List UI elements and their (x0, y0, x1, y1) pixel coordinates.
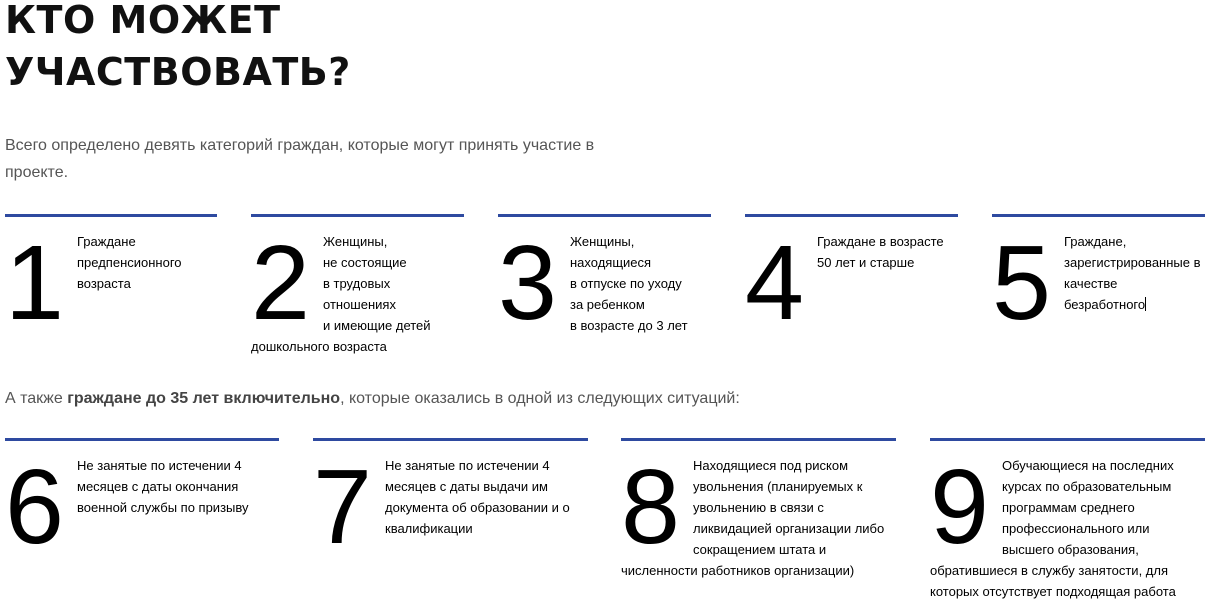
category-number: 2 (251, 224, 310, 342)
category-text-line: дошкольного возраста (251, 339, 387, 354)
category-text-line: курсах по образовательным (1002, 479, 1172, 494)
category-number: 5 (992, 224, 1051, 342)
also-bold: граждане до 35 лет включительно (67, 390, 341, 407)
category-text-line: ликвидацией организации либо (693, 521, 885, 536)
category-number: 9 (930, 448, 989, 566)
category-text-line: Женщины, (323, 234, 388, 249)
category-card-4 (745, 214, 958, 342)
category-card-1 (5, 214, 217, 342)
category-text-line: обратившиеся в службу занятости, для (930, 563, 1169, 578)
category-number: 7 (313, 448, 372, 566)
category-text-line: численности работников организации) (621, 563, 855, 578)
category-text-line: Находящиеся под риском (693, 458, 849, 473)
category-card-3 (498, 214, 711, 342)
category-text-line: увольнению в связи с (693, 500, 824, 515)
category-number: 3 (498, 224, 557, 342)
text-cursor (1145, 297, 1146, 311)
category-text-line: отношениях (323, 297, 396, 312)
category-card-7 (313, 438, 588, 566)
category-text-line: и имеющие детей (323, 318, 431, 333)
also-prefix: А также (5, 390, 68, 407)
category-card-2 (251, 214, 464, 357)
category-text-content: Граждане, зарегистрированные в качестве безработного (1064, 234, 1201, 312)
category-text: Женщины, находящиеся в отпуске по уходу за ребенком в возрасте до 3 лет (570, 234, 688, 333)
category-text (1064, 217, 1205, 315)
category-card-9 (930, 438, 1205, 602)
category-text-line: в трудовых (323, 276, 391, 291)
also-suffix: , которые оказались в одной из следующих ситуаций: (340, 390, 740, 407)
category-card-8 (621, 438, 896, 581)
category-text-line: которых отсутствует подходящая работа (930, 584, 1176, 599)
category-text-line: увольнения (планируемых к (693, 479, 863, 494)
also-text (5, 386, 1195, 412)
category-text: Граждане предпенсионного возраста (77, 234, 182, 291)
category-number: 4 (745, 224, 804, 342)
category-text: Граждане в возрасте 50 лет и старше (817, 234, 944, 270)
category-text-line: программам среднего (1002, 500, 1135, 515)
category-number: 8 (621, 448, 680, 566)
category-text: Не занятые по истечении 4 месяцев с даты окончания военной службы по призыву (77, 458, 249, 515)
category-text-line: сокращением штата и (693, 542, 827, 557)
page-title: КТО МОЖЕТ УЧАСТВОВАТЬ? (5, 0, 351, 94)
category-text-line: не состоящие (323, 255, 407, 270)
category-text-line: Обучающиеся на последних (1002, 458, 1174, 473)
category-text-line: профессионального или (1002, 521, 1150, 536)
category-number: 1 (5, 224, 64, 342)
category-number: 6 (5, 448, 64, 566)
category-card-5 (992, 214, 1205, 342)
category-text-line: высшего образования, (1002, 542, 1139, 557)
category-card-6 (5, 438, 279, 566)
intro-text: Всего определено девять категорий граждан, которые могут принять участие в проекте. (5, 137, 595, 181)
category-text: Не занятые по истечении 4 месяцев с даты выдачи им документа об образовании и о квалификации (385, 458, 570, 536)
